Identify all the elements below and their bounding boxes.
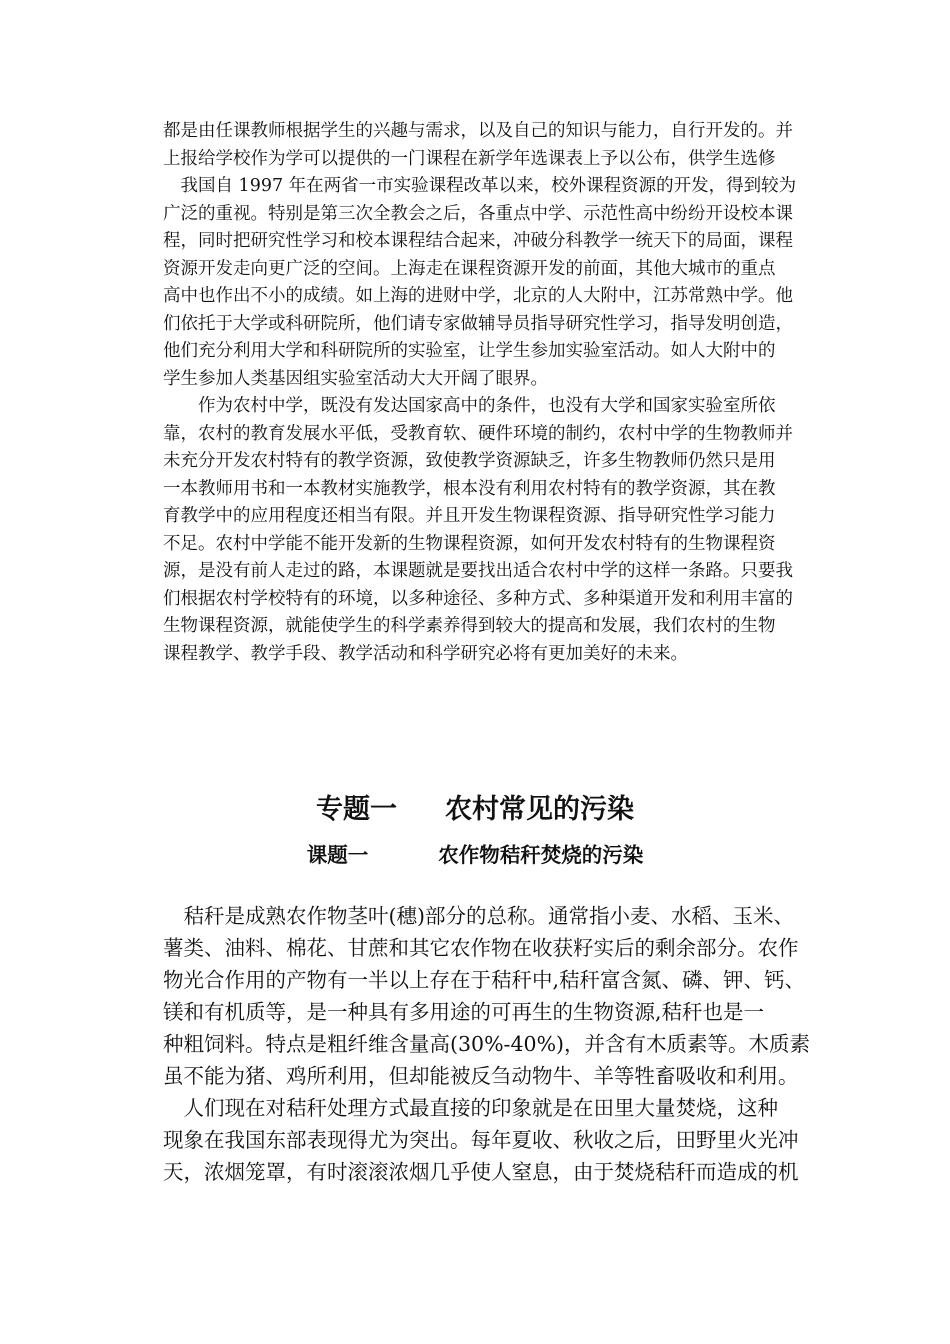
text-line: 资源开发走向更广泛的空间。上海走在课程资源开发的前面，其他大城市的重点 — [163, 258, 776, 279]
straw-text-block — [163, 900, 843, 1188]
text-line: 广泛的重视。特别是第三次全教会之后，各重点中学、示范性高中纷纷开设校本课 — [163, 203, 793, 224]
topic-label: 专题一 — [316, 794, 397, 825]
text-line: 我国自 1997 年在两省一市实验课程改革以来，校外课程资源的开发，得到较为 — [163, 176, 797, 196]
text-line: 他们充分利用大学和科研院所的实验室，让学生参加实验室活动。如人大附中的 — [163, 341, 776, 361]
text-line: 未充分开发农村特有的教学资源，致使教学资源缺乏，许多生物教师仍然只是用 — [163, 451, 776, 471]
subject-heading — [0, 840, 950, 870]
text-line: 学生参加人类基因组实验室活动大大开阔了眼界。 — [163, 368, 548, 389]
text-line: 上报给学校作为学可以提供的一门课程在新学年选课表上予以公布，供学生选修 — [163, 148, 776, 169]
text-line: 们根据农村学校特有的环境，以多种途径、多种方式、多种渠道开发和利用丰富的 — [163, 588, 793, 609]
text-line: 天，浓烟笼罩，有时滚滚浓烟几乎使人窒息，由于焚烧秸秆而造成的机 — [163, 1160, 799, 1184]
text-line: 不足。农村中学能不能开发新的生物课程资源，如何开发农村特有的生物课程资 — [163, 533, 776, 554]
subject-title: 农作物秸秆焚烧的污染 — [438, 843, 644, 867]
text-line: 一本教师用书和一本教材实施教学，根本没有利用农村特有的教学资源，其在教 — [163, 478, 776, 499]
text-line: 都是由任课教师根据学生的兴趣与需求，以及自己的知识与能力，自行开发的。并 — [163, 121, 793, 141]
text-line: 镁和有机质等，是一种具有多用途的可再生的生物资源,秸秆也是一 — [163, 1000, 765, 1024]
text-line: 种粗饲料。特点是粗纤维含量高(30%-40%)，并含有木质素等。木质素 — [163, 1032, 811, 1056]
topic-heading — [0, 790, 950, 830]
text-line: 物光合作用的产物有一半以上存在于秸秆中,秸秆富含氮、磷、钾、钙、 — [163, 968, 806, 992]
text-line: 育教学中的应用程度还相当有限。并且开发生物课程资源、指导研究性学习能力 — [163, 506, 776, 526]
text-line: 人们现在对秸秆处理方式最直接的印象就是在田里大量焚烧，这种 — [163, 1096, 778, 1120]
text-line: 薯类、油料、棉花、甘蔗和其它农作物在收获籽实后的剩余部分。农作 — [163, 936, 799, 960]
topic-title: 农村常见的污染 — [445, 794, 634, 825]
text-line: 靠，农村的教育发展水平低，受教育软、硬件环境的制约，农村中学的生物教师并 — [163, 423, 793, 444]
text-line: 生物课程资源，就能使学生的科学素养得到较大的提高和发展，我们农村的生物 — [163, 616, 776, 636]
text-line: 高中也作出不小的成绩。如上海的进财中学，北京的人大附中，江苏常熟中学。他 — [163, 286, 793, 306]
intro-text-block — [163, 118, 843, 668]
text-line: 作为农村中学，既没有发达国家高中的条件，也没有大学和国家实验室所依 — [163, 396, 776, 416]
text-line: 秸秆是成熟农作物茎叶(穗)部分的总称。通常指小麦、水稻、玉米、 — [163, 904, 794, 928]
text-line: 们依托于大学或科研院所，他们请专家做辅导员指导研究性学习，指导发明创造， — [163, 313, 793, 334]
text-line: 现象在我国东部表现得尤为突出。每年夏收、秋收之后，田野里火光冲 — [163, 1128, 799, 1152]
text-line: 虽不能为猪、鸡所利用，但却能被反刍动物牛、羊等牲畜吸收和利用。 — [163, 1064, 799, 1088]
text-line: 程，同时把研究性学习和校本课程结合起来，冲破分科教学一统天下的局面，课程 — [163, 231, 793, 251]
text-line: 源，是没有前人走过的路，本课题就是要找出适合农村中学的这样一条路。只要我 — [163, 561, 793, 581]
text-line: 课程教学、教学手段、教学活动和科学研究必将有更加美好的未来。 — [163, 643, 688, 664]
subject-label: 课题一 — [306, 843, 369, 867]
